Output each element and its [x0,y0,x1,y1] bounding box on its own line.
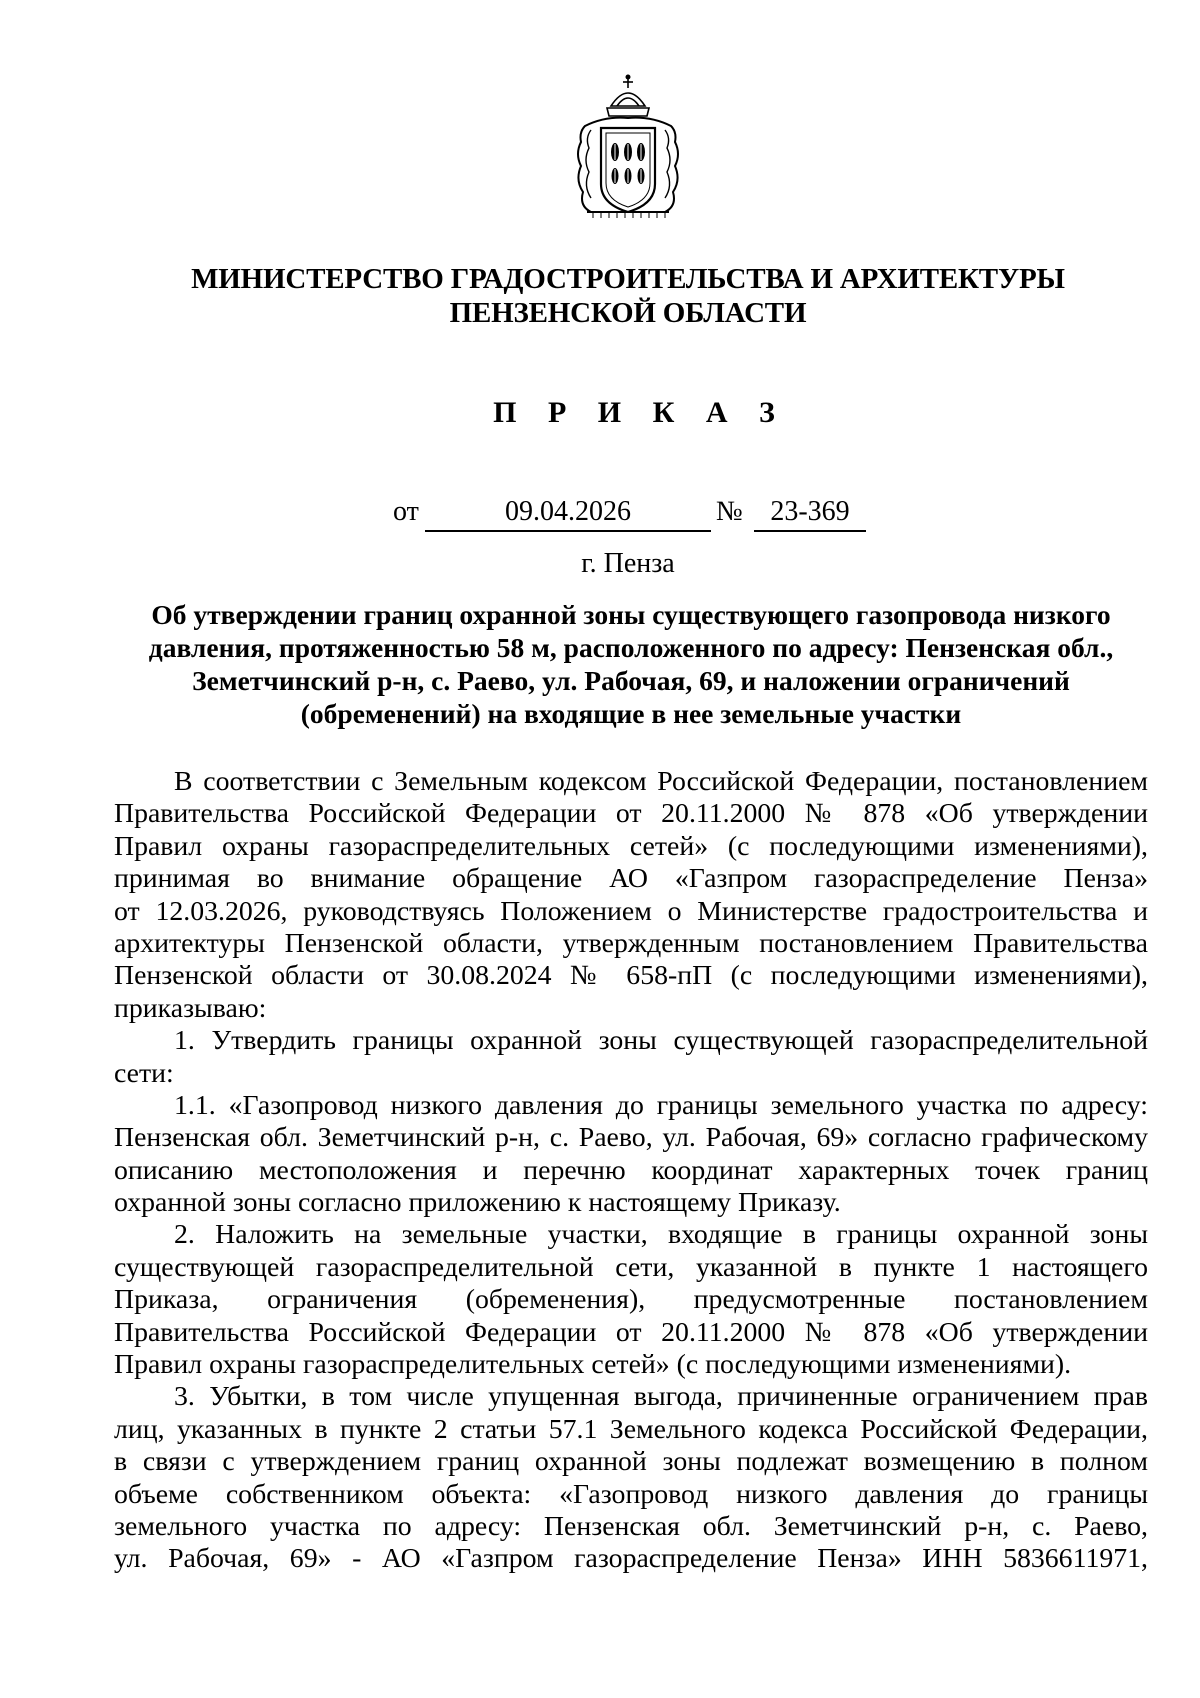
body-line: Пензенской области от 30.08.2024 № 658-пП (с последующими изменениями), [114,960,1148,992]
body-line: 1.1. «Газопровод низкого давления до границы земельного участка по адресу: [174,1089,1148,1121]
body-line: 3. Убытки, в том числе упущенная выгода, причиненные ограничением прав [174,1381,1148,1413]
body-line: от 12.03.2026, руководствуясь Положением о Министерстве градостроительства и [114,895,1148,927]
body-line: Правил охраны газораспределительных сетей» (с последующими изменениями). [114,1349,1072,1381]
number-label: № [716,496,743,527]
body-line: охранной зоны согласно приложению к настоящему Приказу. [114,1187,841,1219]
body-line: лиц, указанных в пункте 2 статьи 57.1 Земельного кодекса Российской Федерации, [114,1413,1148,1445]
body-line: принимая во внимание обращение АО «Газпром газораспределение Пенза» [114,863,1148,895]
body-line: ул. Рабочая, 69» - АО «Газпром газораспределение Пенза» ИНН 5836611971, [114,1543,1148,1575]
document-type-title: П Р И К А З [493,396,787,429]
body-line: существующей газораспределительной сети, указанной в пункте 1 настоящего [114,1251,1148,1283]
document-number: 23-369 [754,496,866,532]
body-line: сети: [114,1057,174,1089]
body-line: земельного участка по адресу: Пензенская обл. Земетчинский р-н, с. Раево, [114,1510,1148,1542]
city-line: г. Пенза [581,548,675,579]
body-line: В соответствии с Земельным кодексом Российской Федерации, постановлением [174,766,1148,797]
subject-line: Земетчинский р-н, с. Раево, ул. Рабочая, 69, и наложении ограничений [192,665,1070,696]
date-label: от [393,496,419,527]
body-line: Правительства Российской Федерации от 20.11.2000 № 878 «Об утверждении [114,1316,1148,1348]
subject-line: (обременений) на входящие в нее земельные участки [300,698,962,729]
coat-of-arms-emblem [571,72,685,228]
ministry-line-1: МИНИСТЕРСТВО ГРАДОСТРОИТЕЛЬСТВА И АРХИТЕКТУРЫ [191,263,1065,295]
document-date: 09.04.2026 [425,496,711,532]
body-line: в связи с утверждением границ охранной зоны подлежат возмещению в полном [114,1446,1148,1478]
body-line: 2. Наложить на земельные участки, входящие в границы охранной зоны [174,1219,1148,1251]
order-subject [114,598,1148,730]
body-line: Пензенская обл. Земетчинский р-н, с. Раево, ул. Рабочая, 69» согласно графическому [114,1122,1148,1154]
body-line: 1. Утвердить границы охранной зоны существующей газораспределительной [174,1025,1148,1057]
date-number-line [0,496,1200,536]
body-line: Приказа, ограничения (обременения), предусмотренные постановлением [114,1284,1148,1316]
order-body [114,766,1148,1576]
ministry-line-2: ПЕНЗЕНСКОЙ ОБЛАСТИ [449,297,807,329]
subject-line: давления, протяженностью 58 м, расположенного по адресу: Пензенская обл., [148,632,1114,663]
subject-line: Об утверждении границ охранной зоны существующего газопровода низкого [151,599,1111,630]
ministry-heading [120,262,1136,330]
body-line: Правил охраны газораспределительных сетей» (с последующими изменениями), [114,830,1148,862]
body-line: Правительства Российской Федерации от 20.11.2000 № 878 «Об утверждении [114,798,1148,830]
body-line: архитектуры Пензенской области, утвержденным постановлением Правительства [114,927,1148,959]
body-line: объеме собственником объекта: «Газопровод низкого давления до границы [114,1478,1148,1510]
body-line: приказываю: [114,992,267,1024]
body-line: описанию местоположения и перечню координат характерных точек границ [114,1154,1148,1186]
